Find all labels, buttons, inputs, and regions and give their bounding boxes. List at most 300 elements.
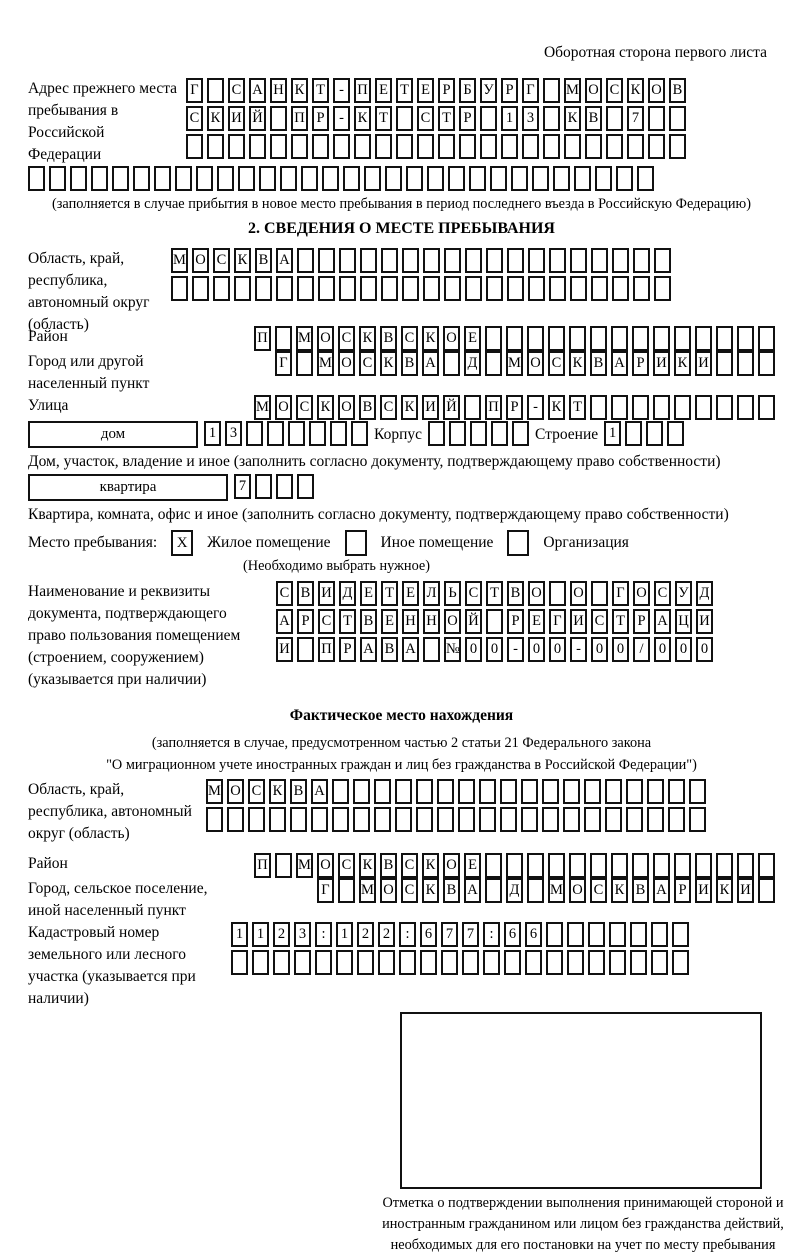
char-cell[interactable]: К (401, 395, 418, 420)
char-cell[interactable] (627, 134, 644, 159)
char-cell[interactable] (716, 326, 733, 351)
char-cell[interactable] (674, 395, 691, 420)
char-cell[interactable] (402, 276, 419, 301)
char-cell[interactable]: Д (506, 878, 523, 903)
char-cell[interactable]: И (422, 395, 439, 420)
char-cell[interactable] (238, 166, 255, 191)
char-cell[interactable]: - (527, 395, 544, 420)
char-cell[interactable] (301, 166, 318, 191)
char-cell[interactable] (267, 421, 284, 446)
char-cell[interactable] (444, 276, 461, 301)
char-cell[interactable]: Е (464, 853, 481, 878)
char-cell[interactable]: Е (360, 581, 377, 606)
char-cell[interactable] (280, 166, 297, 191)
char-cell[interactable] (288, 421, 305, 446)
char-cell[interactable]: С (606, 78, 623, 103)
char-cell[interactable] (485, 853, 502, 878)
char-cell[interactable]: С (401, 878, 418, 903)
char-cell[interactable] (276, 474, 293, 499)
char-cell[interactable] (637, 166, 654, 191)
char-cell[interactable] (375, 134, 392, 159)
char-cell[interactable] (758, 853, 775, 878)
char-cell[interactable] (438, 134, 455, 159)
char-cell[interactable] (449, 421, 466, 446)
char-cell[interactable]: В (381, 637, 398, 662)
char-cell[interactable] (716, 395, 733, 420)
char-cell[interactable]: Д (464, 351, 481, 376)
char-cell[interactable]: 6 (420, 922, 437, 947)
char-cell[interactable] (402, 248, 419, 273)
char-cell[interactable] (332, 779, 349, 804)
char-cell[interactable] (330, 421, 347, 446)
char-cell[interactable]: Т (375, 106, 392, 131)
char-cell[interactable] (91, 166, 108, 191)
char-cell[interactable]: К (207, 106, 224, 131)
char-cell[interactable]: Т (396, 78, 413, 103)
char-cell[interactable] (360, 276, 377, 301)
char-cell[interactable] (270, 134, 287, 159)
char-cell[interactable] (612, 248, 629, 273)
char-cell[interactable] (70, 166, 87, 191)
char-cell[interactable] (591, 248, 608, 273)
char-cell[interactable] (567, 922, 584, 947)
char-cell[interactable]: Д (696, 581, 713, 606)
char-cell[interactable]: П (254, 326, 271, 351)
char-cell[interactable]: Й (465, 609, 482, 634)
char-cell[interactable] (479, 807, 496, 832)
char-cell[interactable] (192, 276, 209, 301)
char-cell[interactable] (528, 248, 545, 273)
char-cell[interactable] (758, 395, 775, 420)
char-cell[interactable] (591, 581, 608, 606)
char-cell[interactable]: - (570, 637, 587, 662)
char-cell[interactable] (563, 807, 580, 832)
char-cell[interactable]: Т (381, 581, 398, 606)
char-cell[interactable] (360, 248, 377, 273)
char-cell[interactable] (584, 807, 601, 832)
char-cell[interactable] (291, 134, 308, 159)
char-cell[interactable] (648, 134, 665, 159)
char-cell[interactable] (585, 134, 602, 159)
char-cell[interactable]: Е (464, 326, 481, 351)
char-cell[interactable] (486, 609, 503, 634)
char-cell[interactable]: С (548, 351, 565, 376)
char-cell[interactable]: 0 (654, 637, 671, 662)
char-cell[interactable] (651, 950, 668, 975)
char-cell[interactable] (297, 248, 314, 273)
char-cell[interactable]: О (444, 609, 461, 634)
char-cell[interactable]: О (275, 395, 292, 420)
char-cell[interactable]: А (276, 248, 293, 273)
char-cell[interactable] (112, 166, 129, 191)
char-cell[interactable] (590, 326, 607, 351)
char-cell[interactable] (758, 351, 775, 376)
char-cell[interactable] (357, 950, 374, 975)
char-cell[interactable] (339, 276, 356, 301)
char-cell[interactable] (689, 779, 706, 804)
char-cell[interactable]: С (318, 609, 335, 634)
char-cell[interactable] (632, 395, 649, 420)
char-cell[interactable] (406, 166, 423, 191)
char-cell[interactable]: С (186, 106, 203, 131)
char-cell[interactable]: А (422, 351, 439, 376)
char-cell[interactable]: 6 (525, 922, 542, 947)
char-cell[interactable]: К (317, 395, 334, 420)
char-cell[interactable] (625, 421, 642, 446)
char-cell[interactable]: В (360, 609, 377, 634)
char-cell[interactable]: С (248, 779, 265, 804)
char-cell[interactable] (549, 248, 566, 273)
char-cell[interactable]: О (443, 326, 460, 351)
char-cell[interactable]: О (380, 878, 397, 903)
char-cell[interactable] (501, 134, 518, 159)
char-cell[interactable]: О (648, 78, 665, 103)
char-cell[interactable]: : (315, 922, 332, 947)
char-cell[interactable]: С (401, 853, 418, 878)
char-cell[interactable] (465, 276, 482, 301)
char-cell[interactable]: Е (375, 78, 392, 103)
char-cell[interactable]: 3 (225, 421, 242, 446)
char-cell[interactable] (171, 276, 188, 301)
char-cell[interactable]: 1 (252, 922, 269, 947)
char-cell[interactable] (646, 421, 663, 446)
char-cell[interactable]: И (696, 609, 713, 634)
char-cell[interactable] (546, 922, 563, 947)
char-cell[interactable] (630, 922, 647, 947)
char-cell[interactable]: К (422, 878, 439, 903)
char-cell[interactable]: Е (417, 78, 434, 103)
char-cell[interactable] (458, 779, 475, 804)
char-cell[interactable] (654, 276, 671, 301)
char-cell[interactable]: Г (186, 78, 203, 103)
char-cell[interactable]: С (338, 326, 355, 351)
char-cell[interactable] (423, 248, 440, 273)
char-cell[interactable] (276, 276, 293, 301)
char-cell[interactable] (716, 351, 733, 376)
char-cell[interactable] (669, 106, 686, 131)
char-cell[interactable] (353, 807, 370, 832)
char-cell[interactable]: В (359, 395, 376, 420)
char-cell[interactable] (228, 134, 245, 159)
char-cell[interactable] (543, 134, 560, 159)
char-cell[interactable] (737, 853, 754, 878)
char-cell[interactable]: В (632, 878, 649, 903)
char-cell[interactable]: 2 (357, 922, 374, 947)
char-cell[interactable] (479, 779, 496, 804)
char-cell[interactable] (480, 106, 497, 131)
char-cell[interactable] (590, 395, 607, 420)
char-cell[interactable] (437, 807, 454, 832)
char-cell[interactable] (485, 878, 502, 903)
char-cell[interactable] (252, 950, 269, 975)
char-cell[interactable] (584, 779, 601, 804)
char-cell[interactable] (332, 807, 349, 832)
char-cell[interactable] (609, 950, 626, 975)
char-cell[interactable]: А (653, 878, 670, 903)
char-cell[interactable]: / (633, 637, 650, 662)
char-cell[interactable]: П (485, 395, 502, 420)
char-cell[interactable]: И (695, 351, 712, 376)
char-cell[interactable]: 1 (204, 421, 221, 446)
char-cell[interactable]: И (737, 878, 754, 903)
char-cell[interactable] (249, 134, 266, 159)
char-cell[interactable]: С (590, 878, 607, 903)
char-cell[interactable] (259, 166, 276, 191)
char-cell[interactable]: Р (312, 106, 329, 131)
stay-type-checkbox-residential[interactable]: X (171, 530, 193, 556)
char-cell[interactable] (695, 395, 712, 420)
char-cell[interactable]: О (317, 853, 334, 878)
char-cell[interactable] (351, 421, 368, 446)
char-cell[interactable] (49, 166, 66, 191)
char-cell[interactable]: С (276, 581, 293, 606)
char-cell[interactable] (234, 276, 251, 301)
char-cell[interactable]: А (611, 351, 628, 376)
char-cell[interactable] (605, 779, 622, 804)
char-cell[interactable] (651, 922, 668, 947)
char-cell[interactable] (737, 351, 754, 376)
char-cell[interactable] (227, 807, 244, 832)
char-cell[interactable] (275, 326, 292, 351)
char-cell[interactable] (626, 779, 643, 804)
stay-type-checkbox-other[interactable] (345, 530, 367, 556)
char-cell[interactable] (563, 779, 580, 804)
char-cell[interactable] (570, 248, 587, 273)
char-cell[interactable]: В (380, 326, 397, 351)
char-cell[interactable]: Р (438, 78, 455, 103)
char-cell[interactable] (588, 950, 605, 975)
char-cell[interactable] (695, 853, 712, 878)
char-cell[interactable] (549, 276, 566, 301)
char-cell[interactable] (758, 878, 775, 903)
char-cell[interactable]: С (213, 248, 230, 273)
char-cell[interactable] (354, 134, 371, 159)
char-cell[interactable] (417, 134, 434, 159)
char-cell[interactable] (512, 421, 529, 446)
char-cell[interactable] (343, 166, 360, 191)
char-cell[interactable] (611, 853, 628, 878)
char-cell[interactable] (469, 166, 486, 191)
char-cell[interactable]: О (443, 853, 460, 878)
char-cell[interactable]: Е (402, 581, 419, 606)
char-cell[interactable] (647, 807, 664, 832)
char-cell[interactable]: В (507, 581, 524, 606)
char-cell[interactable] (420, 950, 437, 975)
char-cell[interactable]: - (333, 78, 350, 103)
char-cell[interactable] (486, 276, 503, 301)
char-cell[interactable] (485, 326, 502, 351)
char-cell[interactable] (378, 950, 395, 975)
char-cell[interactable] (206, 807, 223, 832)
char-cell[interactable]: О (528, 581, 545, 606)
char-cell[interactable]: С (338, 853, 355, 878)
char-cell[interactable] (459, 134, 476, 159)
char-cell[interactable] (196, 166, 213, 191)
char-cell[interactable] (207, 78, 224, 103)
char-cell[interactable]: Т (612, 609, 629, 634)
char-cell[interactable] (186, 134, 203, 159)
char-cell[interactable] (653, 395, 670, 420)
char-cell[interactable] (338, 878, 355, 903)
char-cell[interactable] (626, 807, 643, 832)
char-cell[interactable] (486, 248, 503, 273)
char-cell[interactable]: Г (522, 78, 539, 103)
char-cell[interactable] (423, 637, 440, 662)
char-cell[interactable] (609, 922, 626, 947)
char-cell[interactable] (549, 581, 566, 606)
char-cell[interactable]: К (674, 351, 691, 376)
char-cell[interactable] (312, 134, 329, 159)
char-cell[interactable] (758, 326, 775, 351)
char-cell[interactable] (246, 421, 263, 446)
char-cell[interactable] (511, 166, 528, 191)
char-cell[interactable]: В (380, 853, 397, 878)
char-cell[interactable] (248, 807, 265, 832)
char-cell[interactable] (606, 134, 623, 159)
char-cell[interactable]: Г (612, 581, 629, 606)
char-cell[interactable] (653, 853, 670, 878)
char-cell[interactable]: Т (486, 581, 503, 606)
char-cell[interactable]: К (716, 878, 733, 903)
char-cell[interactable] (318, 276, 335, 301)
char-cell[interactable]: 7 (441, 922, 458, 947)
char-cell[interactable] (521, 779, 538, 804)
char-cell[interactable]: 0 (675, 637, 692, 662)
char-cell[interactable]: Д (339, 581, 356, 606)
char-cell[interactable] (374, 779, 391, 804)
char-cell[interactable] (416, 779, 433, 804)
char-cell[interactable] (385, 166, 402, 191)
char-cell[interactable] (532, 166, 549, 191)
char-cell[interactable]: М (296, 853, 313, 878)
char-cell[interactable]: О (527, 351, 544, 376)
char-cell[interactable]: М (296, 326, 313, 351)
char-cell[interactable] (653, 326, 670, 351)
char-cell[interactable] (504, 950, 521, 975)
char-cell[interactable] (630, 950, 647, 975)
char-cell[interactable]: 0 (465, 637, 482, 662)
char-cell[interactable]: О (338, 395, 355, 420)
char-cell[interactable]: О (569, 878, 586, 903)
char-cell[interactable]: М (506, 351, 523, 376)
char-cell[interactable] (395, 779, 412, 804)
char-cell[interactable] (465, 248, 482, 273)
char-cell[interactable] (716, 853, 733, 878)
char-cell[interactable]: М (548, 878, 565, 903)
char-cell[interactable]: Н (423, 609, 440, 634)
char-cell[interactable]: 7 (627, 106, 644, 131)
char-cell[interactable]: Б (459, 78, 476, 103)
char-cell[interactable]: М (254, 395, 271, 420)
char-cell[interactable] (574, 166, 591, 191)
stay-type-checkbox-organization[interactable] (507, 530, 529, 556)
char-cell[interactable]: В (290, 779, 307, 804)
char-cell[interactable]: С (591, 609, 608, 634)
char-cell[interactable]: К (234, 248, 251, 273)
char-cell[interactable] (507, 248, 524, 273)
char-cell[interactable] (269, 807, 286, 832)
char-cell[interactable] (462, 950, 479, 975)
char-cell[interactable]: С (296, 395, 313, 420)
char-cell[interactable]: В (297, 581, 314, 606)
char-cell[interactable] (309, 421, 326, 446)
char-cell[interactable] (28, 166, 45, 191)
char-cell[interactable]: 3 (294, 922, 311, 947)
char-cell[interactable]: Л (423, 581, 440, 606)
char-cell[interactable]: А (249, 78, 266, 103)
char-cell[interactable]: Г (317, 878, 334, 903)
char-cell[interactable]: О (317, 326, 334, 351)
char-cell[interactable]: С (417, 106, 434, 131)
char-cell[interactable] (668, 807, 685, 832)
char-cell[interactable]: В (255, 248, 272, 273)
char-cell[interactable] (480, 134, 497, 159)
char-cell[interactable]: К (569, 351, 586, 376)
char-cell[interactable] (154, 166, 171, 191)
char-cell[interactable] (569, 326, 586, 351)
char-cell[interactable]: М (317, 351, 334, 376)
char-cell[interactable] (527, 878, 544, 903)
char-cell[interactable]: О (585, 78, 602, 103)
char-cell[interactable]: 2 (378, 922, 395, 947)
char-cell[interactable] (543, 106, 560, 131)
char-cell[interactable]: А (464, 878, 481, 903)
char-cell[interactable] (570, 276, 587, 301)
char-cell[interactable] (737, 326, 754, 351)
char-cell[interactable]: А (276, 609, 293, 634)
char-cell[interactable]: С (465, 581, 482, 606)
char-cell[interactable] (506, 326, 523, 351)
char-cell[interactable] (674, 326, 691, 351)
char-cell[interactable]: - (333, 106, 350, 131)
char-cell[interactable]: Т (312, 78, 329, 103)
char-cell[interactable]: Г (549, 609, 566, 634)
char-cell[interactable] (437, 779, 454, 804)
char-cell[interactable]: А (402, 637, 419, 662)
char-cell[interactable] (470, 421, 487, 446)
char-cell[interactable]: В (401, 351, 418, 376)
char-cell[interactable] (591, 276, 608, 301)
char-cell[interactable]: : (399, 922, 416, 947)
char-cell[interactable] (654, 248, 671, 273)
char-cell[interactable]: М (206, 779, 223, 804)
char-cell[interactable] (213, 276, 230, 301)
char-cell[interactable]: В (590, 351, 607, 376)
char-cell[interactable]: Р (506, 395, 523, 420)
char-cell[interactable] (273, 950, 290, 975)
char-cell[interactable] (588, 922, 605, 947)
char-cell[interactable]: С (654, 581, 671, 606)
char-cell[interactable] (333, 134, 350, 159)
char-cell[interactable] (569, 853, 586, 878)
char-cell[interactable]: О (338, 351, 355, 376)
char-cell[interactable]: П (254, 853, 271, 878)
char-cell[interactable] (507, 276, 524, 301)
char-cell[interactable]: 0 (696, 637, 713, 662)
char-cell[interactable] (506, 853, 523, 878)
char-cell[interactable]: Й (249, 106, 266, 131)
char-cell[interactable]: И (276, 637, 293, 662)
char-cell[interactable]: Р (501, 78, 518, 103)
char-cell[interactable] (396, 134, 413, 159)
char-cell[interactable] (485, 351, 502, 376)
char-cell[interactable]: Т (339, 609, 356, 634)
char-cell[interactable]: В (669, 78, 686, 103)
char-cell[interactable]: А (360, 637, 377, 662)
char-cell[interactable] (672, 922, 689, 947)
char-cell[interactable] (590, 853, 607, 878)
char-cell[interactable] (448, 166, 465, 191)
